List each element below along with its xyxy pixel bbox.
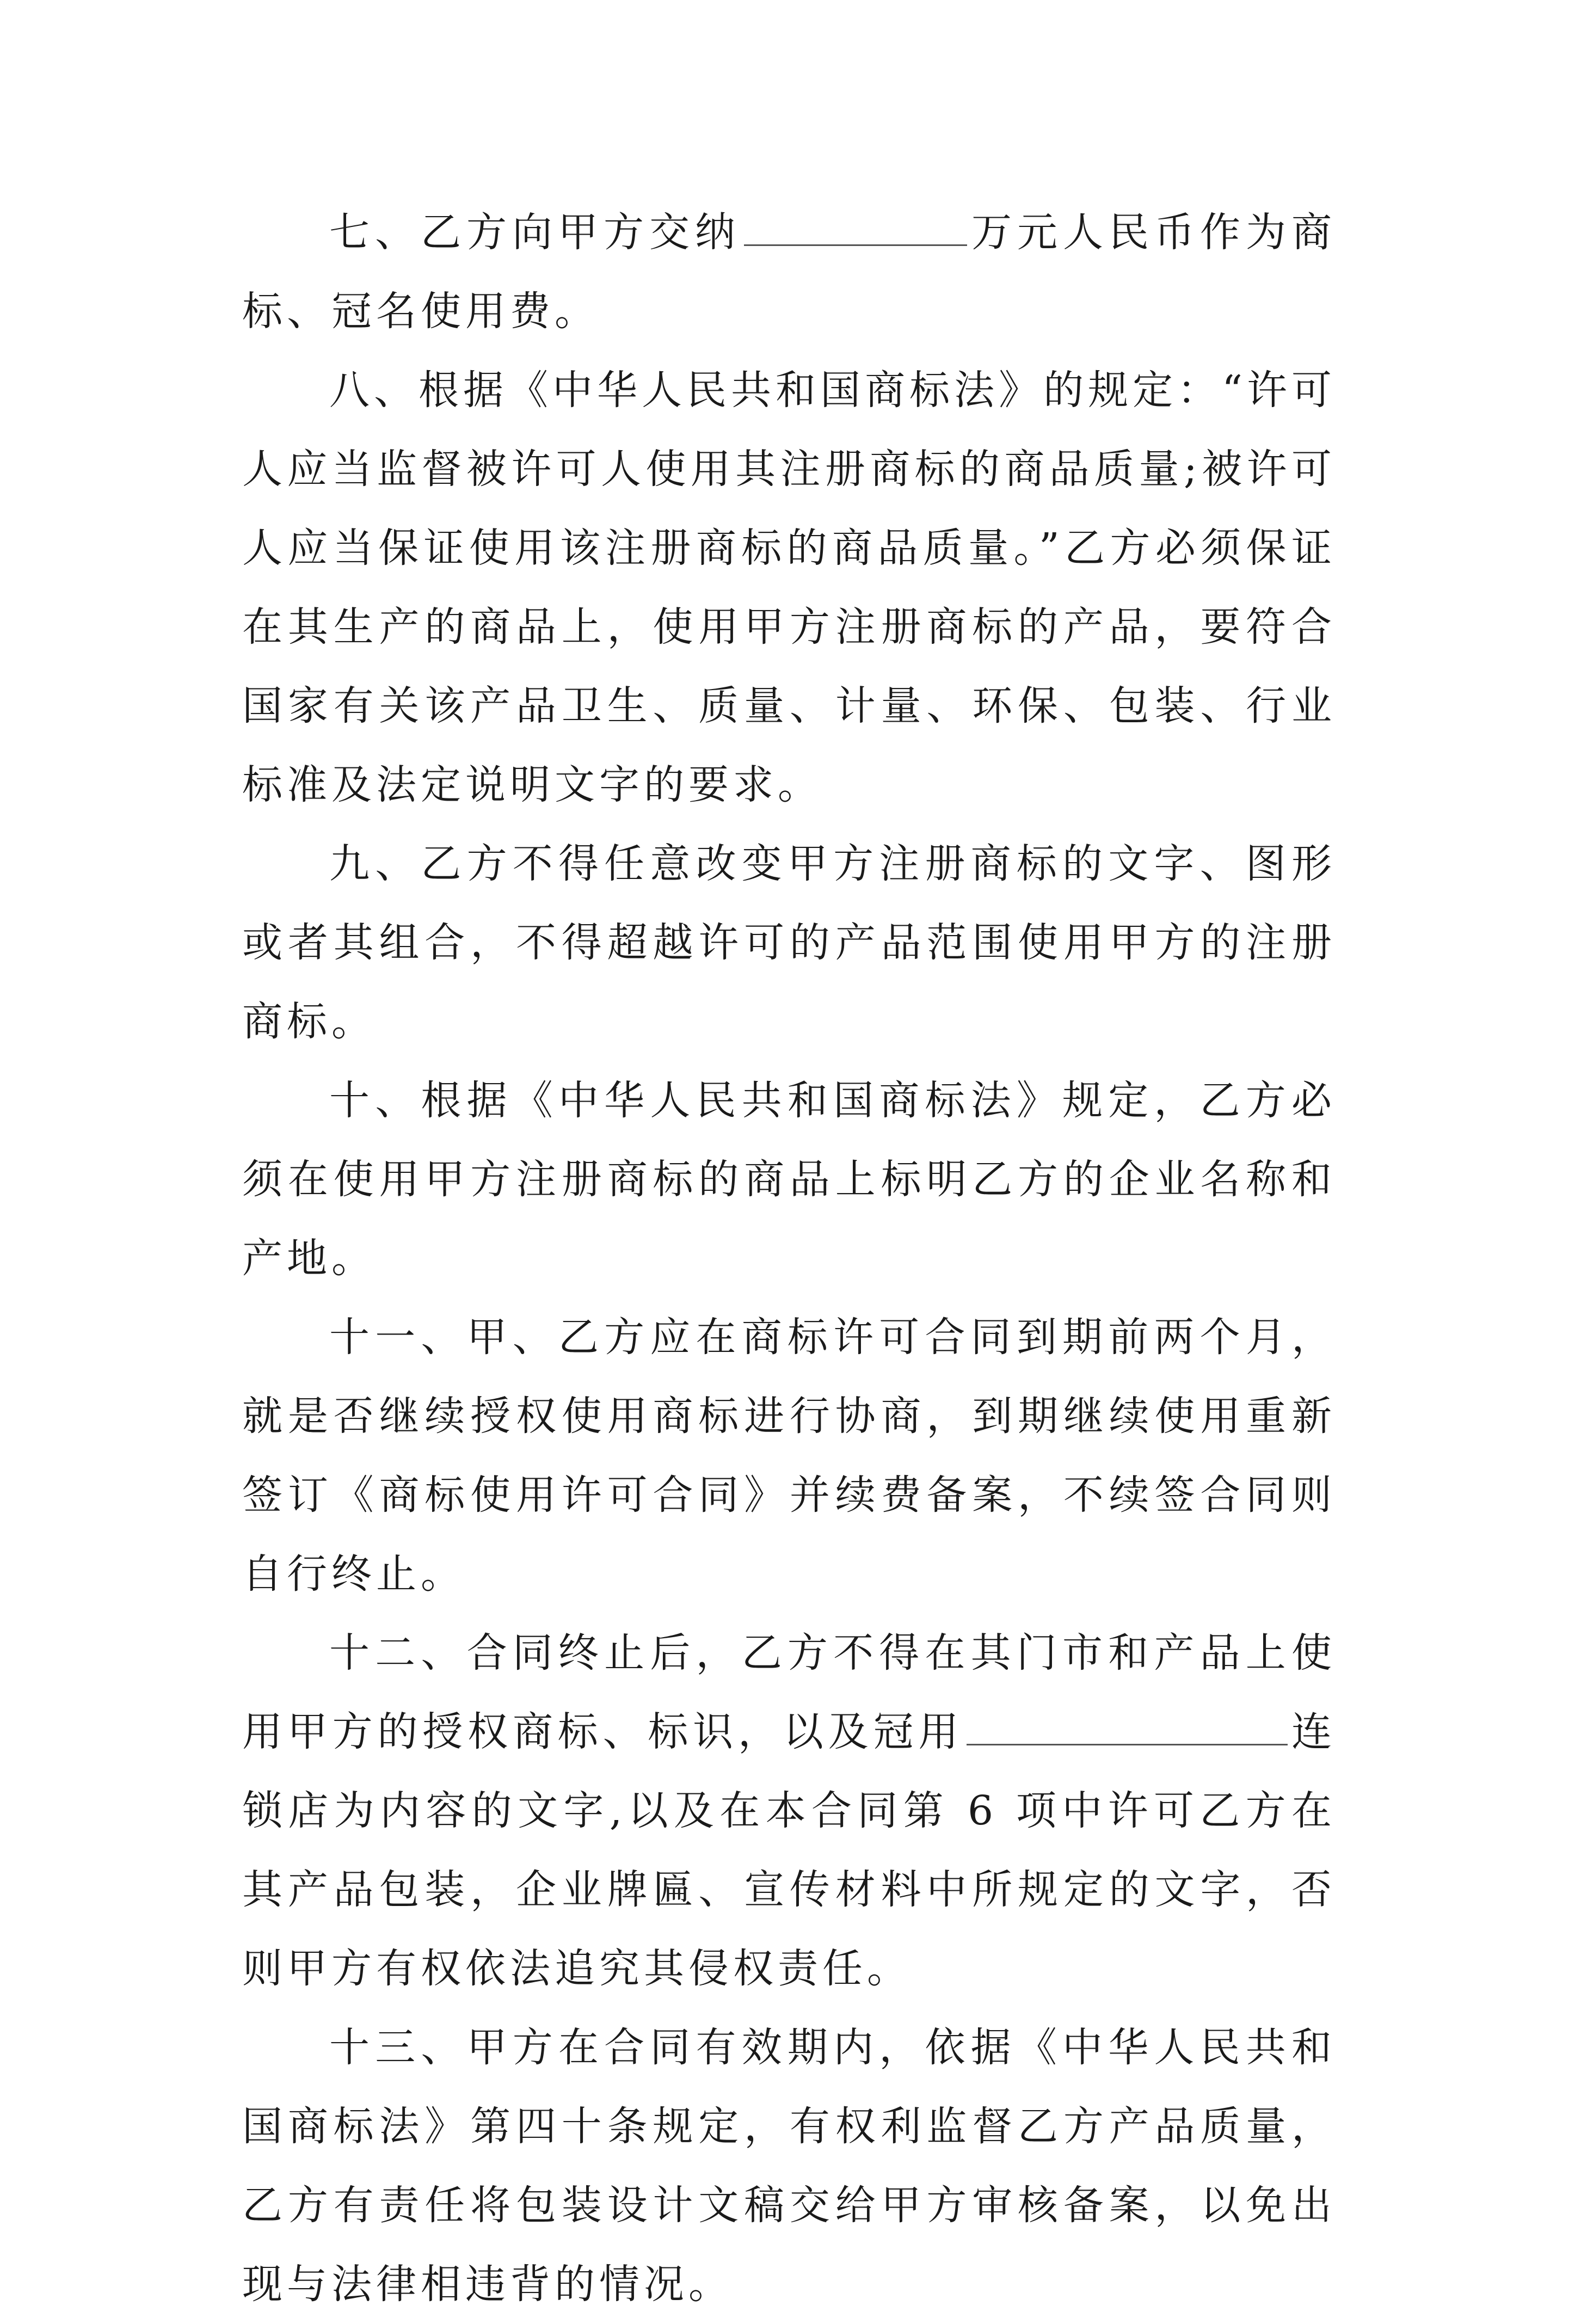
clause-8-paragraph: 八、根据《中华人民共和国商标法》的规定：“许可人应当监督被许可人使用其注册商标的商品质量;被许可人应当保证使用该注册商标的商品质量。”乙方必须保证在其生产的商品上，使用甲方注册商标的产品，要符合国家有关该产品卫生、质量、计量、环保、包装、行业标准及法定说明文字的要求。 bbox=[242, 367, 1336, 808]
clause-7-paragraph bbox=[242, 193, 1336, 351]
clause-7-text-after: 万元人民币作为商标、冠名使用费。 bbox=[242, 209, 1336, 335]
document-body bbox=[242, 193, 1336, 2324]
clause-10-paragraph: 十、根据《中华人民共和国商标法》规定，乙方必须在使用甲方注册商标的商品上标明乙方的企业名称和产地。 bbox=[242, 1077, 1336, 1282]
clause-11-paragraph: 十一、甲、乙方应在商标许可合同到期前两个月，就是否继续授权使用商标进行协商，到期继续使用重新签订《商标使用许可合同》并续费备案，不续签合同则自行终止。 bbox=[242, 1314, 1336, 1597]
clause-12-text-before: 十二、合同终止后，乙方不得在其门市和产品上使用甲方的授权商标、标识，以及冠用 bbox=[242, 1630, 1336, 1755]
clause-12-text-after: 连锁店为内容的文字,以及在本合同第 6 项中许可乙方在其产品包装，企业牌匾、宣传材料中所规定的文字，否则甲方有权依法追究其侵权责任。 bbox=[242, 1708, 1337, 1992]
clause-7-text-before: 七、乙方向甲方交纳 bbox=[329, 209, 741, 256]
chain-store-name-blank bbox=[967, 1710, 1288, 1745]
clause-9-paragraph: 九、乙方不得任意改变甲方注册商标的文字、图形或者其组合，不得超越许可的产品范围使用甲方的注册商标。 bbox=[242, 840, 1336, 1045]
clause-12-paragraph bbox=[242, 1614, 1336, 2008]
clause-13-paragraph: 十三、甲方在合同有效期内，依据《中华人民共和国商标法》第四十条规定，有权利监督乙方产品质量，乙方有责任将包装设计文稿交给甲方审核备案，以免出现与法律相违背的情况。 bbox=[242, 2024, 1336, 2308]
fee-amount-blank bbox=[744, 211, 967, 246]
